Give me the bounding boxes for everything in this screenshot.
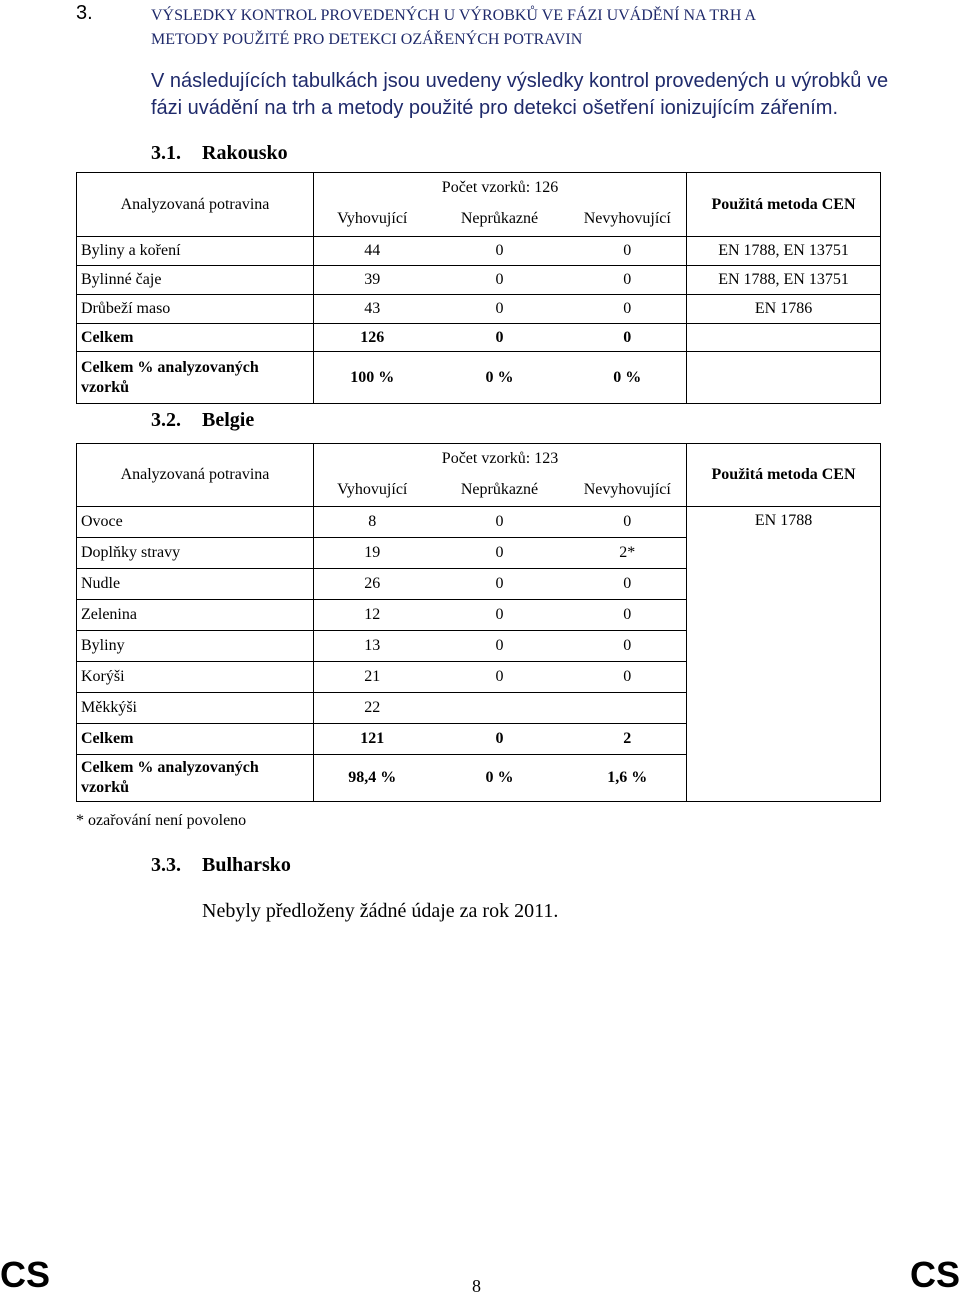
total-label: Celkem bbox=[77, 324, 314, 352]
percent-inconclusive: 0 % bbox=[431, 352, 569, 404]
row-compliant: 21 bbox=[314, 662, 431, 693]
percent-noncompliant: 1,6 % bbox=[569, 755, 687, 802]
footer-language-right: CS bbox=[909, 1254, 960, 1295]
table-row bbox=[77, 237, 881, 266]
row-compliant: 8 bbox=[314, 507, 431, 538]
row-food: Nudle bbox=[77, 569, 314, 600]
percent-compliant: 98,4 % bbox=[314, 755, 431, 802]
belgium-header-food: Analyzovaná potravina bbox=[77, 444, 314, 507]
percent-noncompliant: 0 % bbox=[569, 352, 687, 404]
intro-paragraph: V následujících tabulkách jsou uvedeny výsledky kontrol provedených u výrobků ve fázi uvádění na trh a metody použité pro detekci ošetření ionizujícím zářením. bbox=[151, 70, 889, 119]
table-row bbox=[77, 266, 881, 295]
row-food: Drůbeží maso bbox=[77, 295, 314, 324]
section-number: 3. bbox=[76, 2, 93, 24]
section-title-line-1: VÝSLEDKY KONTROL PROVEDENÝCH U VÝROBKŮ VE FÁZI UVÁDĚNÍ NA TRH A bbox=[151, 7, 757, 24]
row-noncompliant: 0 bbox=[569, 266, 687, 295]
page-number: 8 bbox=[472, 1276, 481, 1296]
austria-header-food: Analyzovaná potravina bbox=[77, 173, 314, 237]
percent-label: Celkem % analyzovaných vzorků bbox=[77, 352, 314, 404]
austria-header-method: Použitá metoda CEN bbox=[687, 173, 881, 237]
row-noncompliant: 0 bbox=[569, 569, 687, 600]
austria-header-inconclusive: Neprůkazné bbox=[431, 203, 569, 237]
belgium-header-inconclusive: Neprůkazné bbox=[431, 474, 569, 507]
belgium-header-noncompliant: Nevyhovující bbox=[569, 474, 687, 507]
row-inconclusive: 0 bbox=[431, 600, 569, 631]
section-title bbox=[151, 4, 911, 52]
row-food: Doplňky stravy bbox=[77, 538, 314, 569]
row-inconclusive: 0 bbox=[431, 295, 569, 324]
belgium-method: EN 1788 bbox=[687, 507, 881, 802]
belgium-table bbox=[76, 443, 881, 802]
bulgaria-note: Nebyly předloženy žádné údaje za rok 2011. bbox=[202, 900, 559, 922]
row-noncompliant: 0 bbox=[569, 237, 687, 266]
row-compliant: 39 bbox=[314, 266, 431, 295]
belgium-header-method: Použitá metoda CEN bbox=[687, 444, 881, 507]
row-compliant: 44 bbox=[314, 237, 431, 266]
row-method: EN 1788, EN 13751 bbox=[687, 266, 881, 295]
row-inconclusive: 0 bbox=[431, 237, 569, 266]
row-food: Zelenina bbox=[77, 600, 314, 631]
table-row-total bbox=[77, 324, 881, 352]
row-noncompliant: 0 bbox=[569, 662, 687, 693]
row-food: Ovoce bbox=[77, 507, 314, 538]
austria-header-compliant: Vyhovující bbox=[314, 203, 431, 237]
total-noncompliant: 2 bbox=[569, 724, 687, 755]
row-method: EN 1788, EN 13751 bbox=[687, 237, 881, 266]
row-compliant: 22 bbox=[314, 693, 431, 724]
belgium-header-count: Počet vzorků: 123 bbox=[314, 444, 687, 474]
row-noncompliant: 0 bbox=[569, 631, 687, 662]
row-method: EN 1786 bbox=[687, 295, 881, 324]
austria-section-title: Rakousko bbox=[202, 142, 288, 164]
austria-header-noncompliant: Nevyhovující bbox=[569, 203, 687, 237]
total-inconclusive: 0 bbox=[431, 324, 569, 352]
row-inconclusive: 0 bbox=[431, 631, 569, 662]
row-food: Měkkýši bbox=[77, 693, 314, 724]
row-noncompliant: 2* bbox=[569, 538, 687, 569]
table-row-percent bbox=[77, 352, 881, 404]
row-compliant: 19 bbox=[314, 538, 431, 569]
percent-compliant: 100 % bbox=[314, 352, 431, 404]
row-food: Byliny a koření bbox=[77, 237, 314, 266]
total-noncompliant: 0 bbox=[569, 324, 687, 352]
row-compliant: 13 bbox=[314, 631, 431, 662]
section-title-line-2: METODY POUŽITÉ PRO DETEKCI OZÁŘENÝCH POTRAVIN bbox=[151, 31, 583, 48]
row-compliant: 12 bbox=[314, 600, 431, 631]
belgium-header-compliant: Vyhovující bbox=[314, 474, 431, 507]
row-noncompliant: 0 bbox=[569, 507, 687, 538]
total-inconclusive: 0 bbox=[431, 724, 569, 755]
row-inconclusive: 0 bbox=[431, 507, 569, 538]
percent-inconclusive: 0 % bbox=[431, 755, 569, 802]
table-row bbox=[77, 507, 881, 538]
total-method-empty bbox=[687, 324, 881, 352]
row-inconclusive: 0 bbox=[431, 538, 569, 569]
bulgaria-section-number: 3.3. bbox=[151, 854, 181, 876]
row-noncompliant: 0 bbox=[569, 600, 687, 631]
total-label: Celkem bbox=[77, 724, 314, 755]
row-noncompliant: 0 bbox=[569, 295, 687, 324]
total-compliant: 126 bbox=[314, 324, 431, 352]
percent-method-empty bbox=[687, 352, 881, 404]
row-inconclusive: 0 bbox=[431, 266, 569, 295]
austria-header-count: Počet vzorků: 126 bbox=[314, 173, 687, 203]
row-noncompliant bbox=[569, 693, 687, 724]
total-compliant: 121 bbox=[314, 724, 431, 755]
row-food: Bylinné čaje bbox=[77, 266, 314, 295]
row-inconclusive: 0 bbox=[431, 662, 569, 693]
row-food: Byliny bbox=[77, 631, 314, 662]
row-inconclusive bbox=[431, 693, 569, 724]
row-compliant: 26 bbox=[314, 569, 431, 600]
percent-label: Celkem % analyzovaných vzorků bbox=[77, 755, 314, 802]
row-inconclusive: 0 bbox=[431, 569, 569, 600]
table-row bbox=[77, 295, 881, 324]
austria-table bbox=[76, 172, 881, 404]
row-food: Korýši bbox=[77, 662, 314, 693]
belgium-section-title: Belgie bbox=[202, 409, 255, 431]
belgium-section-number: 3.2. bbox=[151, 409, 181, 431]
austria-section-number: 3.1. bbox=[151, 142, 181, 164]
row-compliant: 43 bbox=[314, 295, 431, 324]
belgium-footnote: * ozařování není povoleno bbox=[76, 812, 247, 829]
footer-language-left: CS bbox=[0, 1254, 51, 1295]
bulgaria-section-title: Bulharsko bbox=[202, 854, 291, 876]
